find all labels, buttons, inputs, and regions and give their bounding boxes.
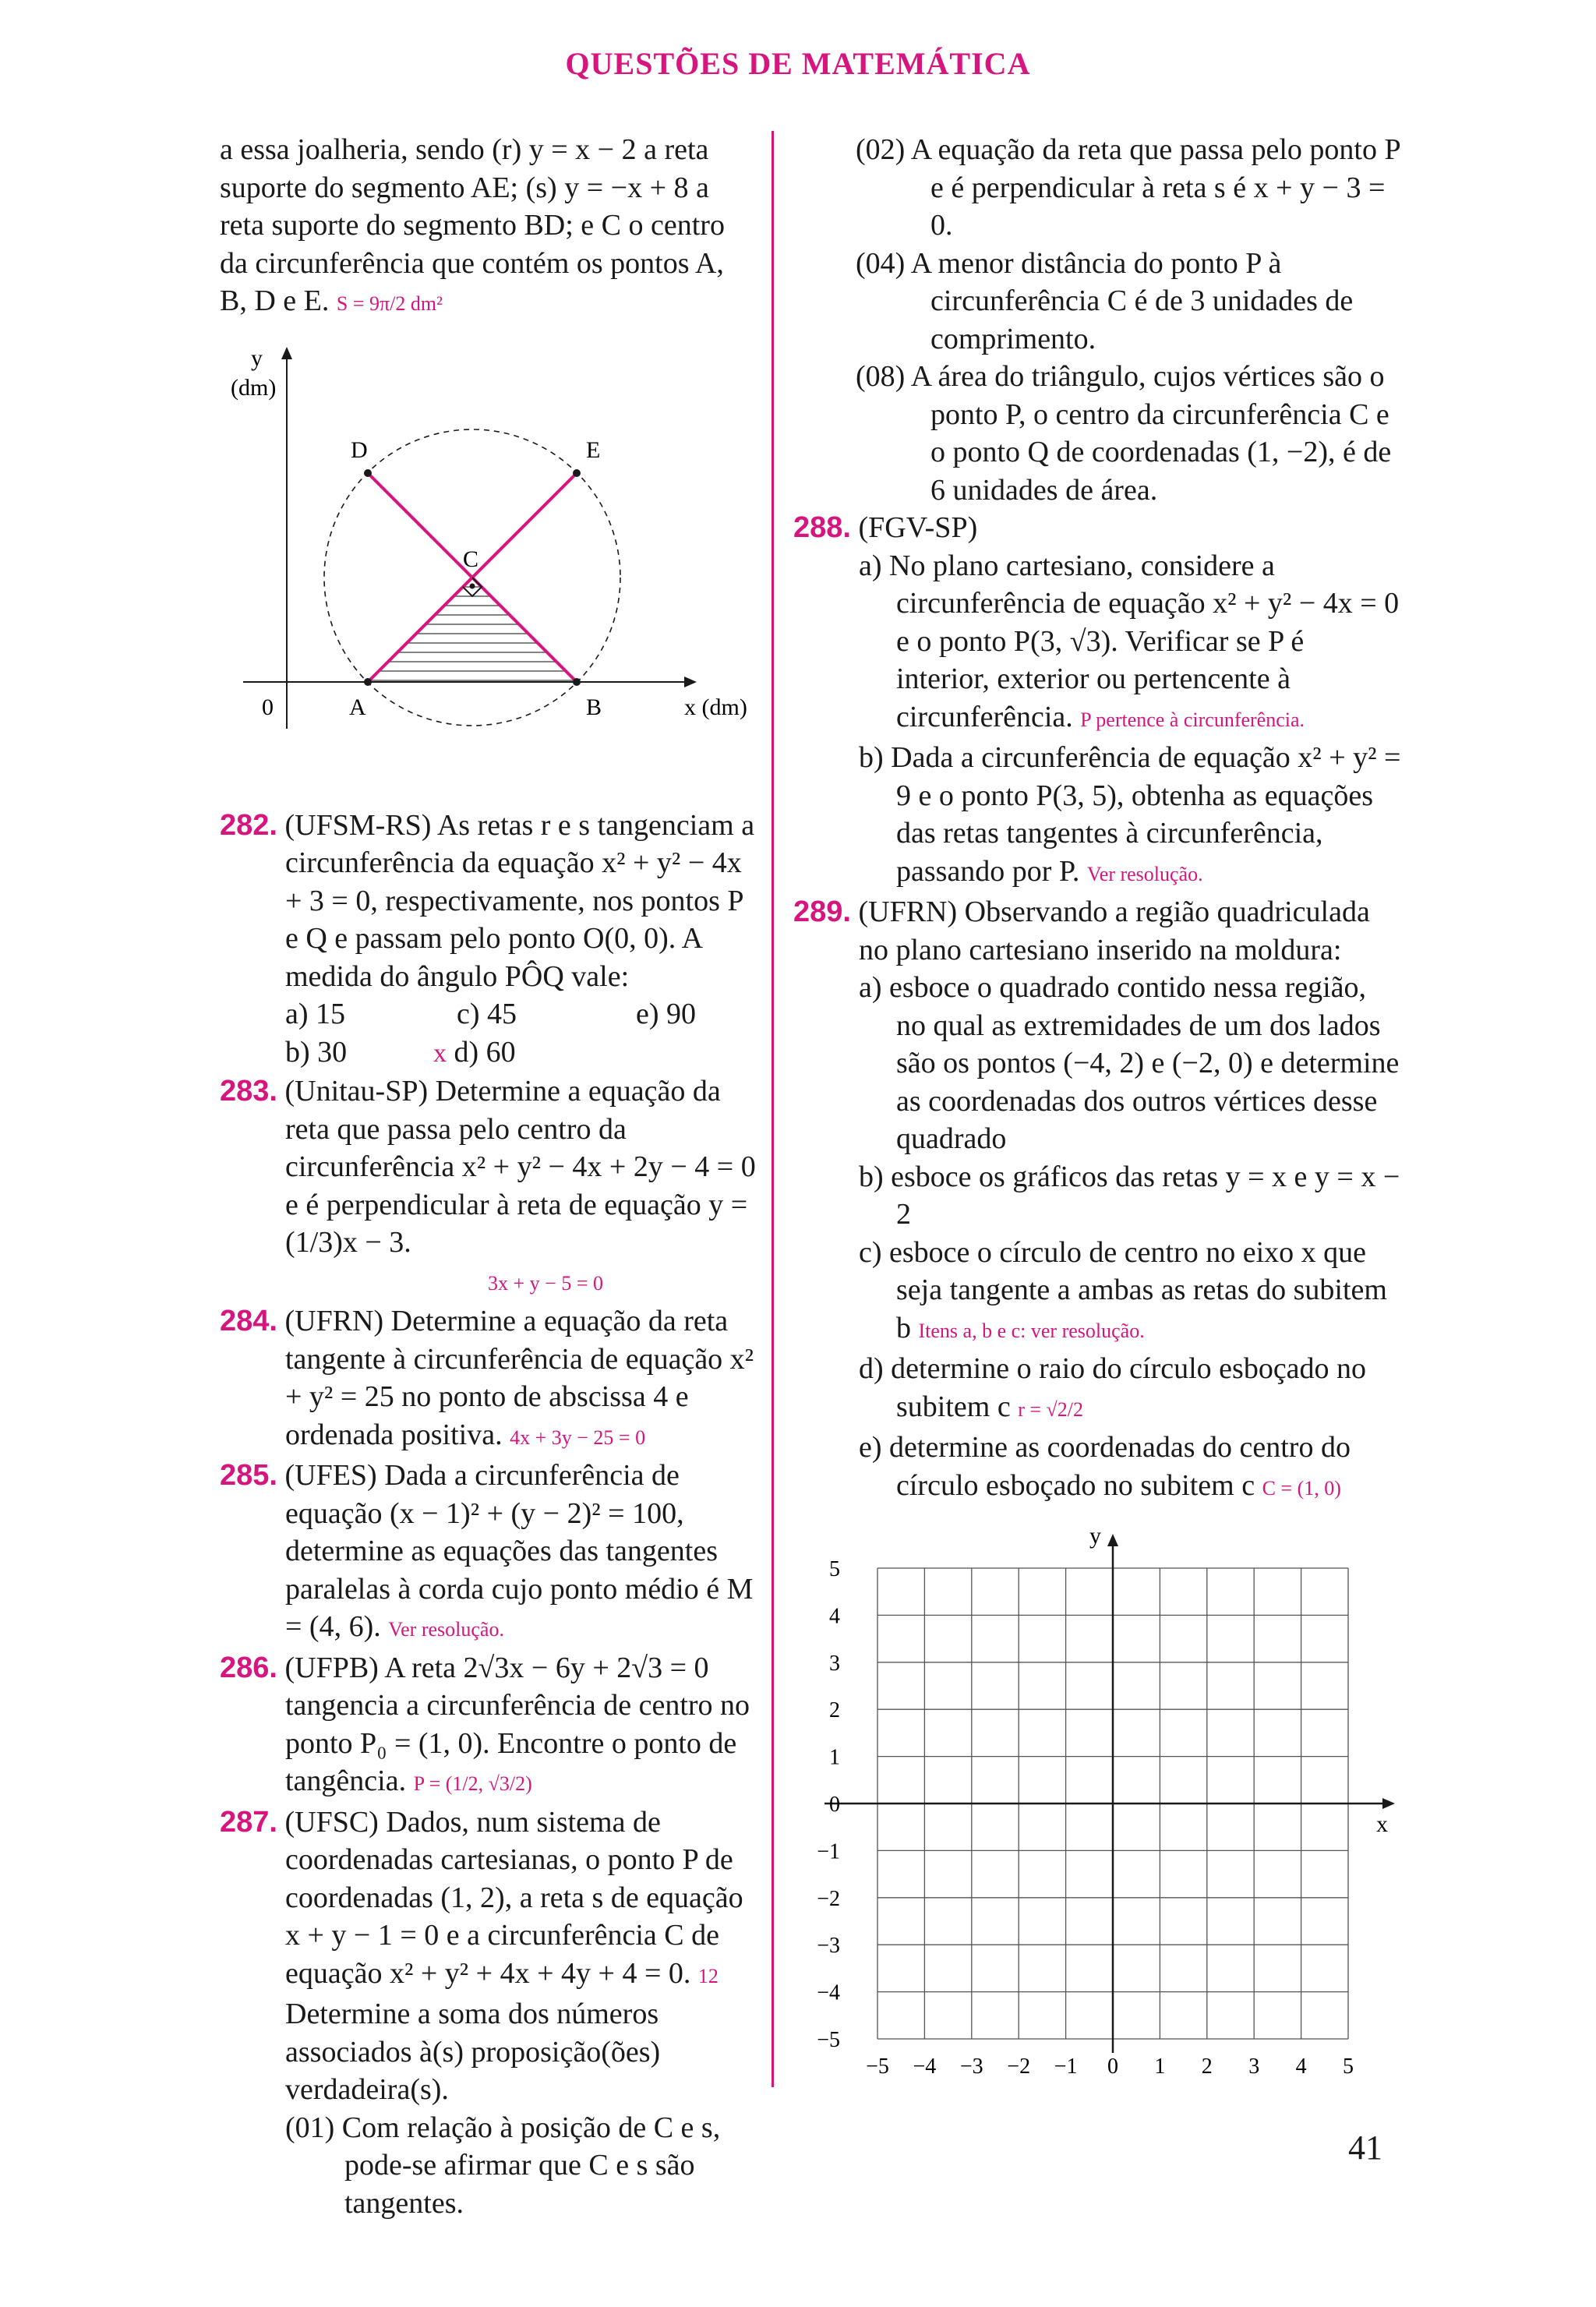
x-tick-label: −5: [866, 2054, 889, 2079]
option-c: c) 45: [457, 998, 517, 1030]
answer: C = (1, 0): [1262, 1476, 1341, 1500]
y-tick-label: −5: [817, 2028, 840, 2052]
item-text: c) esboce o círculo de centro no eixo x que seja tangente a ambas as retas do subitem b: [859, 1235, 1387, 1344]
y-tick-label: 2: [829, 1698, 840, 1723]
x-tick-labels: [866, 2054, 1354, 2079]
fig-point-c: [470, 583, 475, 588]
fig-point-a: [364, 678, 372, 686]
answer: 4x + 3y − 25 = 0: [510, 1426, 646, 1449]
geometry-figure: [220, 339, 757, 791]
question-286: [220, 1649, 757, 1804]
question-number: 288.: [793, 511, 851, 544]
question-text: (UFRN) Observando a região quadriculada no plano cartesiano inserido na moldura:: [858, 896, 1370, 966]
question-number: 286.: [220, 1651, 277, 1684]
x-tick-label: 4: [1295, 2054, 1307, 2079]
fig-point-d: [364, 469, 372, 477]
y-tick-label: −2: [817, 1886, 840, 1911]
x-tick-label: −2: [1007, 2054, 1031, 2079]
question-text: (UFSM-RS) As retas r e s tangenciam a circunferência da equação x² + y² − 4x + 3 = 0, respectivamente, nos pontos P e Q e passam pelo ponto O(0, 0). A medida do ângulo PÔQ vale:: [284, 808, 755, 993]
fig-label-y: y: [251, 344, 263, 371]
y-tick-label: 1: [829, 1745, 840, 1770]
answer: 3x + y − 5 = 0: [488, 1271, 603, 1295]
grid-x-arrow: [1382, 1798, 1395, 1809]
question-288: [793, 509, 1401, 893]
option-e: e) 90: [636, 998, 697, 1030]
answer: P pertence à circunferência.: [1080, 708, 1305, 731]
question-282: [220, 807, 757, 1073]
x-tick-label: 2: [1201, 2054, 1213, 2079]
intro-answer: S = 9π/2 dm²: [336, 292, 443, 315]
question-instruction: Determine a soma dos números associados à(s) proposição(ões) verdadeira(s).: [285, 1998, 661, 2106]
answer: P = (1/2, √3/2): [413, 1772, 532, 1795]
question-text: (UFPB) A reta 2√3x − 6y + 2√3 = 0 tangencia a circunferência de centro no ponto P₀ = (1, 0). Encontre o ponto de tangência.: [284, 1651, 750, 1797]
item-text: b) Dada a circunferência de equação x² + y² = 9 e o ponto P(3, 5), obtenha as equações das retas tangentes à circunferência, passando por P.: [859, 741, 1401, 888]
x-tick-label: −1: [1054, 2054, 1078, 2079]
question-text: (UFSC) Dados, num sistema de coordenadas cartesianas, o ponto P de coordenadas (1, 2), a reta s de equação x + y − 1 = 0 e a circunferência C de equação x² + y² + 4x + 4y + 4 = 0.: [284, 1805, 743, 1990]
x-tick-label: −4: [913, 2054, 937, 2079]
right-column: [793, 131, 1401, 2084]
item-text: d) determine o raio do círculo esboçado no subitem c: [859, 1352, 1367, 1423]
question-number: 284.: [220, 1305, 277, 1337]
answer: 12: [697, 1964, 719, 1987]
y-tick-label: −1: [817, 1839, 840, 1864]
x-tick-label: 1: [1154, 2054, 1166, 2079]
x-tick-label: 5: [1343, 2054, 1354, 2079]
proposition-04: (04) A menor distância do ponto P à circunferência C é de 3 unidades de comprimento.: [856, 246, 1354, 355]
question-number: 282.: [220, 808, 277, 842]
correct-mark: x: [433, 1038, 447, 1068]
fig-label-y-unit: (dm): [231, 374, 277, 401]
question-285: [220, 1457, 757, 1649]
x-tick-label: 3: [1248, 2054, 1260, 2079]
option-b: b) 30: [285, 1035, 348, 1069]
question-text: (UFES) Dada a circunferência de equação (x − 1)² + (y − 2)² = 100, determine as equações das tangentes paralelas à corda cujo ponto médio é M = (4, 6).: [284, 1459, 754, 1643]
cartesian-grid: [793, 1523, 1401, 2084]
question-number: 289.: [793, 896, 851, 928]
answer: Ver resolução.: [388, 1618, 504, 1641]
item-289d: [859, 1350, 1401, 1429]
left-column: [220, 131, 757, 2222]
proposition-02: (02) A equação da reta que passa pelo ponto P e é perpendicular à reta s é x + y − 3 = 0.: [856, 133, 1400, 242]
proposition-01: (01) Com relação à posição de C e s, pode-se afirmar que C e s são tangentes.: [285, 2111, 721, 2220]
question-text: (Unitau-SP) Determine a equação da reta que passa pelo centro da circunferência x² + y² − 4x + 2y − 4 = 0 e é perpendicular à reta de equação y = (1/3)x − 3.: [284, 1075, 756, 1259]
fig-label-b: B: [586, 694, 602, 720]
fig-label-e: E: [586, 436, 601, 463]
y-tick-label: 3: [829, 1651, 840, 1676]
question-number: 283.: [220, 1075, 277, 1108]
y-tick-label: 4: [829, 1604, 840, 1629]
intro-text: [220, 131, 757, 323]
question-287: [220, 1804, 757, 2223]
y-tick-label: −4: [817, 1980, 840, 2005]
column-divider: [772, 131, 774, 2087]
item-288a: [859, 547, 1401, 740]
question-289: [793, 893, 1401, 1507]
answer: Itens a, b e c: ver resolução.: [918, 1319, 1145, 1342]
grid-y-arrow: [1107, 1534, 1118, 1546]
question-number: 287.: [220, 1805, 277, 1839]
y-tick-label: 0: [829, 1793, 840, 1817]
item-288b: [859, 739, 1401, 893]
question-283: [220, 1072, 757, 1302]
x-tick-label: 0: [1107, 2054, 1118, 2079]
page-header: QUESTÕES DE MATEMÁTICA: [565, 46, 1031, 81]
fig-point-b: [573, 678, 581, 686]
page-number: 41: [1348, 2129, 1382, 2167]
item-289c: [859, 1234, 1401, 1351]
item-text: a) No plano cartesiano, considere a circunferência de equação x² + y² − 4x = 0 e o ponto P(3, √3). Verificar se P é interior, exterior ou pertencente à circunferência.: [859, 549, 1400, 733]
question-text: (UFRN) Determine a equação da reta tangente à circunferência de equação x² + y² = 25 no ponto de abscissa 4 e ordenada positiva.: [284, 1305, 754, 1451]
fig-label-c: C: [463, 546, 479, 572]
option-d-wrapper: [433, 1033, 636, 1073]
item-289b: b) esboce os gráficos das retas y = x e y = x − 2: [859, 1160, 1400, 1231]
option-a: a) 15: [285, 998, 346, 1030]
y-tick-labels: [817, 1557, 840, 2052]
y-tick-label: −3: [817, 1934, 840, 1959]
fig-label-a: A: [349, 694, 366, 720]
y-tick-label: 5: [829, 1557, 840, 1581]
question-284: [220, 1302, 757, 1457]
item-289a: a) esboce o quadrado contido nessa região, no qual as extremidades de um dos lados são os pontos (−4, 2) e (−2, 0) e determine as coordenadas dos outros vértices desse quadrado: [859, 971, 1400, 1155]
proposition-08: (08) A área do triângulo, cujos vértices são o ponto P, o centro da circunferência C e o ponto Q de coordenadas (1, −2), é de 6 unidades de área.: [856, 360, 1392, 507]
answer: Ver resolução.: [1086, 862, 1203, 885]
answer-options: [285, 995, 757, 1072]
intro-body: a essa joalheria, sendo (r) y = x − 2 a reta suporte do segmento AE; (s) y = −x + 8 a reta suporte do segmento BD; e C o centro da circunferência que contém os pontos A, B, D e E.: [220, 133, 725, 317]
option-d: d) 60: [454, 1035, 516, 1069]
fig-x-arrow: [684, 677, 697, 687]
fig-point-e: [573, 469, 581, 477]
question-number: 285.: [220, 1459, 277, 1492]
item-text: e) determine as coordenadas do centro do círculo esboçado no subitem c: [859, 1431, 1351, 1502]
item-289e: [859, 1429, 1401, 1507]
answer: r = √2/2: [1018, 1397, 1084, 1421]
grid-label-y: y: [1089, 1523, 1101, 1549]
fig-label-origin: 0: [262, 694, 274, 720]
fig-label-x: x (dm): [684, 694, 747, 720]
fig-label-d: D: [351, 436, 368, 463]
fig-y-arrow: [281, 347, 292, 359]
question-source: (FGV-SP): [858, 511, 978, 544]
x-tick-label: −3: [959, 2054, 983, 2079]
grid-label-x: x: [1376, 1811, 1388, 1837]
